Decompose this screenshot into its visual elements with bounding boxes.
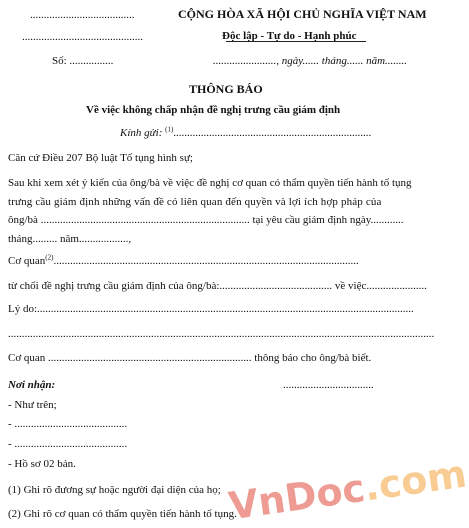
footnote-ref-2: (2): [45, 253, 54, 262]
watermark-domain: .com: [361, 451, 469, 510]
paragraph-line-1: Sau khi xem xét ý kiến của ông/bà về việc đề nghị cơ quan có thẩm quyền tiến hành tố tụng: [8, 177, 412, 189]
legal-basis: Căn cứ Điều 207 Bộ luật Tố tụng hình sự;: [8, 152, 193, 164]
kinh-gui-line: [120, 127, 371, 140]
paragraph-line-4: tháng......... năm..................,: [8, 233, 132, 245]
national-title: CỘNG HÒA XÃ HỘI CHỦ NGHĨA VIỆT NAM: [178, 7, 427, 21]
kinh-gui-dots: ........................................................................: [173, 127, 372, 139]
date-line: ......................., ngày...... tháng...... năm........: [213, 55, 408, 67]
signature-dots: .................................: [283, 379, 374, 391]
kinh-gui-label: Kính gửi:: [120, 127, 163, 139]
recipients-heading: Nơi nhận:: [8, 379, 56, 391]
footnote-ref-1: (1): [165, 125, 174, 134]
watermark-logo: [226, 451, 469, 528]
co-quan-dots: ...............................................................................................................: [53, 255, 359, 267]
paragraph-line-2: trưng cầu giám định những vấn đề có liên quan đến quyền và lợi ích hợp pháp của: [8, 196, 382, 208]
recipient-3: - .........................................: [8, 438, 128, 450]
document-subtitle: Về việc không chấp nhận đề nghị trưng cầu giám định: [86, 104, 341, 116]
document-number: Số: ................: [52, 55, 114, 67]
document-title: THÔNG BÁO: [189, 82, 263, 96]
agency-subname-dots: ............................................: [22, 31, 143, 43]
footnote-2: (2) Ghi rõ cơ quan có thẩm quyền tiến hành tố tụng.: [8, 508, 237, 520]
refusal-line: từ chối đề nghị trưng cầu giám định của ông/bà:......................................... về việc......................: [8, 280, 427, 292]
recipient-4: - Hồ sơ 02 bản.: [8, 458, 76, 470]
national-motto: Độc lập - Tự do - Hạnh phúc: [222, 30, 357, 42]
co-quan-label: Cơ quan: [8, 255, 46, 267]
reason-line: Lý do:.........................................................................................................................................: [8, 303, 414, 315]
reason-dots-line: ...........................................................................................................................................................: [8, 328, 435, 340]
recipient-2: - .........................................: [8, 418, 128, 430]
co-quan-line: [8, 255, 359, 268]
watermark-text: VnDoc: [226, 465, 368, 528]
paragraph-line-3: ông/bà ............................................................................ tại yêu cầu giám định ngày............: [8, 214, 404, 226]
recipient-1: - Như trên;: [8, 399, 57, 411]
footnote-1: (1) Ghi rõ đương sự hoặc người đại diện của họ;: [8, 484, 221, 496]
motto-underline: [226, 41, 366, 42]
agency-name-dots: ......................................: [30, 9, 135, 21]
notification-line: Cơ quan .......................................................................... thông báo cho ông/bà biết.: [8, 352, 372, 364]
